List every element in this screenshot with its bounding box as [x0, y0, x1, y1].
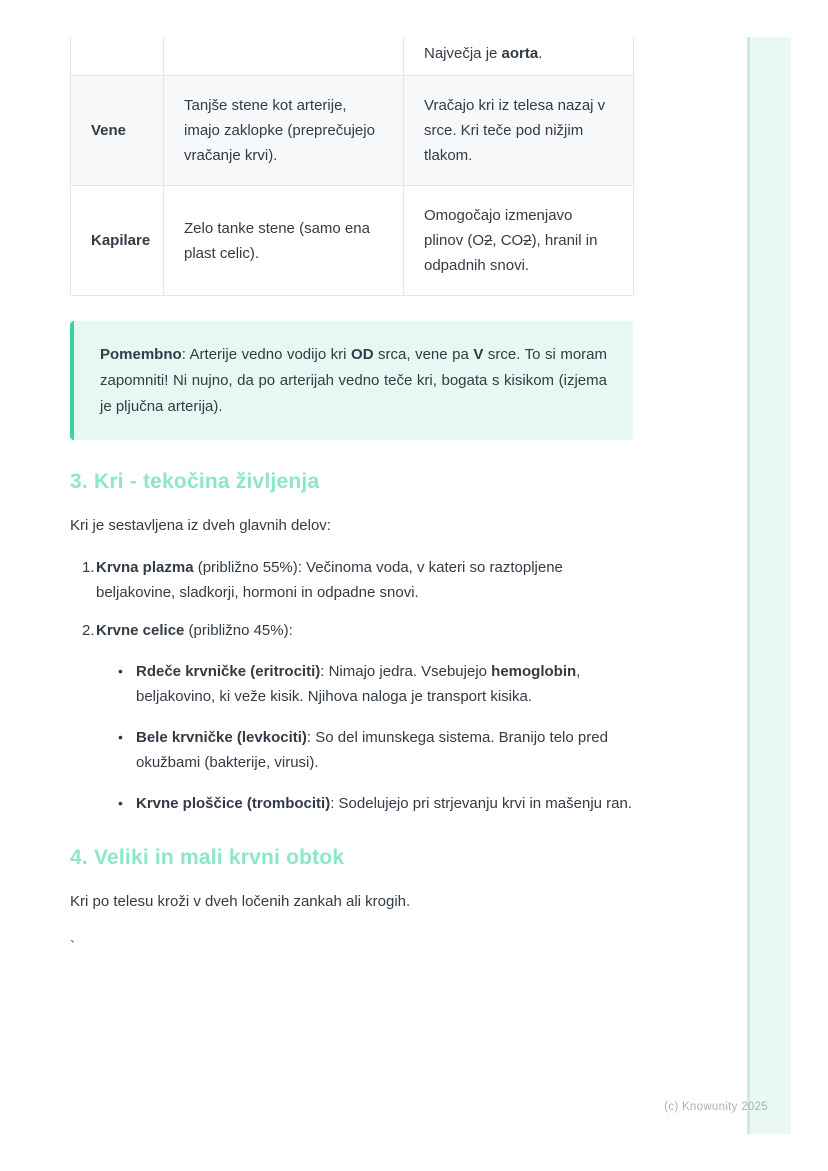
table-cell-function: Največja je aorta.	[404, 37, 634, 76]
important-note-callout: Pomembno: Arterije vedno vodijo kri OD srca, vene pa V srce. To si moram zapomniti! Ni nujno, da po arterijah vedno teče kri, bogata s kisikom (izjema je pljučna arterija).	[70, 321, 633, 440]
stray-backtick-character: `	[70, 938, 75, 955]
table-cell-description	[164, 37, 404, 76]
section-heading-4: 4. Veliki in mali krvni obtok	[70, 846, 345, 869]
table-cell-label	[71, 76, 164, 186]
table-cell-label	[71, 37, 164, 76]
section-heading-3: 3. Kri - tekočina življenja	[70, 470, 320, 493]
scrollbar-strip[interactable]	[747, 37, 791, 1134]
list-item	[70, 618, 633, 643]
table-row	[71, 76, 634, 186]
table-cell-description: Tanjše stene kot arterije, imajo zaklopke (preprečujejo vračanje krvi).	[164, 76, 404, 186]
list-number: 2.	[82, 622, 95, 639]
bullet-marker: •	[118, 663, 123, 679]
numbered-list	[70, 555, 633, 816]
row-label-text: Vene	[91, 122, 127, 139]
list-item-text: Bele krvničke (levkociti): So del imunskega sistema. Branijo telo pred okužbami (bakterije, virusi).	[136, 729, 608, 771]
table-cell-label	[71, 186, 164, 296]
document-content	[70, 0, 633, 959]
list-item-text: Rdeče krvničke (eritrociti): Nimajo jedra. Vsebujejo hemoglobin, beljakovino, ki veže kisik. Njihova naloga je transport kisika.	[136, 663, 581, 705]
table-cell-description: Zelo tanke stene (samo ena plast celic).	[164, 186, 404, 296]
section3-intro-paragraph: Kri je sestavljena iz dveh glavnih delov:	[70, 517, 331, 534]
row-label-text: Kapilare	[91, 232, 151, 249]
copyright-watermark: (c) Knowunity 2025	[664, 1101, 768, 1113]
list-item-text: Krvna plazma (približno 55%): Večinoma voda, v kateri so raztopljene beljakovine, sladkorji, hormoni in odpadne snovi.	[96, 559, 563, 601]
bullet-marker: •	[118, 729, 123, 745]
list-item	[70, 725, 633, 775]
bullet-sublist	[70, 659, 633, 816]
bullet-marker: •	[118, 795, 123, 811]
list-number: 1.	[82, 559, 95, 576]
table-cell-function: Vračajo kri iz telesa nazaj v srce. Kri teče pod nižjim tlakom.	[404, 76, 634, 186]
list-item	[70, 791, 633, 816]
list-item	[70, 659, 633, 709]
table-row	[71, 186, 634, 296]
table-row	[71, 37, 634, 76]
list-item-text: Krvne celice (približno 45%):	[96, 622, 293, 639]
table-cell-function: Omogočajo izmenjavo plinov (O2, CO2), hranil in odpadnih snovi.	[404, 186, 634, 296]
section4-intro-paragraph: Kri po telesu kroži v dveh ločenih zankah ali krogih.	[70, 893, 411, 910]
list-item	[70, 555, 633, 605]
list-item-text: Krvne ploščice (trombociti): Sodelujejo pri strjevanju krvi in mašenju ran.	[136, 795, 633, 812]
vessels-table	[70, 37, 634, 296]
